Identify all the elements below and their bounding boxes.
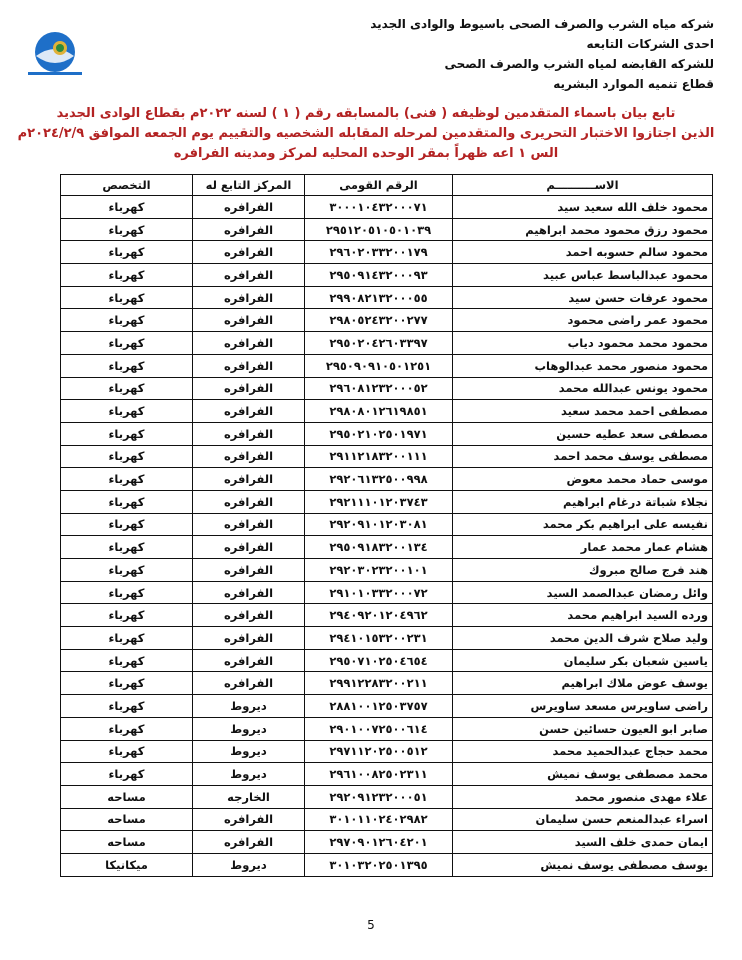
cell-national-id: ٢٨٨١٠٠١٢٥٠٣٧٥٧ — [305, 695, 453, 718]
cell-specialty: كهرباء — [61, 241, 193, 264]
cell-specialty: مساحه — [61, 808, 193, 831]
company-logo-icon — [22, 30, 88, 78]
cell-specialty: كهرباء — [61, 536, 193, 559]
cell-national-id: ٣٠١٠١١٠٢٤٠٢٩٨٢ — [305, 808, 453, 831]
cell-specialty: كهرباء — [61, 763, 193, 786]
table-row — [61, 400, 713, 423]
cell-center: الفرافره — [193, 354, 305, 377]
holding-company: للشركه القابضه لمياه الشرب والصرف الصحى — [444, 57, 714, 71]
cell-center: الفرافره — [193, 559, 305, 582]
cell-center: الفرافره — [193, 241, 305, 264]
cell-center: الفرافره — [193, 831, 305, 854]
cell-name: نفيسه على ابراهيم بكر محمد — [453, 513, 713, 536]
cell-name: راضى ساويرس مسعد ساويرس — [453, 695, 713, 718]
cell-center: الفرافره — [193, 490, 305, 513]
cell-national-id: ٢٩٥٠٩١٤٣٢٠٠٠٩٣ — [305, 264, 453, 287]
cell-national-id: ٢٩٥٠٢٠٤٢٦٠٣٣٩٧ — [305, 332, 453, 355]
cell-center: الفرافره — [193, 627, 305, 650]
cell-national-id: ٢٩١٠١٠٣٣٢٠٠٠٧٢ — [305, 581, 453, 604]
company-header — [274, 14, 714, 94]
table-row — [61, 763, 713, 786]
cell-national-id: ٢٩٢٠٩١٢٣٢٠٠٠٥١ — [305, 785, 453, 808]
cell-name: صابر ابو العيون حسائين حسن — [453, 717, 713, 740]
cell-center: الفرافره — [193, 400, 305, 423]
department-name: قطاع تنميه الموارد البشريه — [553, 77, 714, 91]
cell-name: علاء مهدى منصور محمد — [453, 785, 713, 808]
table-row — [61, 627, 713, 650]
table-row — [61, 559, 713, 582]
table-row — [61, 536, 713, 559]
cell-national-id: ٢٩٦١٠٠٨٢٥٠٢٣١١ — [305, 763, 453, 786]
cell-name: محمود عرفات حسن سيد — [453, 286, 713, 309]
cell-national-id: ٢٩٨٠٨٠١٢٦١٩٨٥١ — [305, 400, 453, 423]
cell-specialty: كهرباء — [61, 513, 193, 536]
cell-name: ورده السيد ابراهيم محمد — [453, 604, 713, 627]
cell-name: يوسف مصطفى يوسف نميش — [453, 853, 713, 876]
cell-national-id: ٢٩٨٠٥٢٤٣٢٠٠٢٧٧ — [305, 309, 453, 332]
cell-national-id: ٢٩٥١٢٠٥١٠٥٠١٠٣٩ — [305, 218, 453, 241]
cell-name: وليد صلاح شرف الدين محمد — [453, 627, 713, 650]
table-row — [61, 695, 713, 718]
cell-national-id: ٢٩٤١٠١٥٣٢٠٠٢٣١ — [305, 627, 453, 650]
header-specialty: التخصص — [61, 175, 193, 196]
cell-name: محمود يونس عبدالله محمد — [453, 377, 713, 400]
candidates-table — [60, 174, 713, 877]
cell-center: الفرافره — [193, 604, 305, 627]
cell-specialty: كهرباء — [61, 649, 193, 672]
table-body — [61, 196, 713, 877]
table-row — [61, 490, 713, 513]
cell-national-id: ٢٩٥٠٧١٠٢٥٠٤٦٥٤ — [305, 649, 453, 672]
cell-specialty: كهرباء — [61, 196, 193, 219]
cell-center: الفرافره — [193, 581, 305, 604]
cell-national-id: ٢٩٧٠٩٠١٢٦٠٤٢٠١ — [305, 831, 453, 854]
cell-specialty: كهرباء — [61, 218, 193, 241]
cell-specialty: ميكانيكا — [61, 853, 193, 876]
title-line-2: الذين اجتازوا الاختبار التحريرى والمتقدمين لمرحله المقابله الشخصيه والتقييم يوم الجمعه الموافق ٢٠٢٤/٢/٩م — [17, 126, 715, 141]
cell-name: ايمان حمدى خلف السيد — [453, 831, 713, 854]
cell-center: الفرافره — [193, 513, 305, 536]
cell-specialty: كهرباء — [61, 377, 193, 400]
table-row — [61, 604, 713, 627]
cell-name: محمد حجاج عبدالحميد محمد — [453, 740, 713, 763]
cell-center: الفرافره — [193, 377, 305, 400]
cell-name: محمود سالم حسوبه احمد — [453, 241, 713, 264]
cell-name: محمود عمر راضى محمود — [453, 309, 713, 332]
document-title — [16, 104, 716, 164]
cell-national-id: ٢٩٦٠٢٠٣٣٢٠٠١٧٩ — [305, 241, 453, 264]
cell-center: الفرافره — [193, 672, 305, 695]
table-row — [61, 581, 713, 604]
cell-specialty: كهرباء — [61, 581, 193, 604]
cell-name: محمود رزق محمود محمد ابراهيم — [453, 218, 713, 241]
cell-specialty: كهرباء — [61, 332, 193, 355]
cell-specialty: كهرباء — [61, 400, 193, 423]
table-row — [61, 241, 713, 264]
table-row — [61, 377, 713, 400]
cell-national-id: ٢٩٢١١١٠١٢٠٣٧٤٣ — [305, 490, 453, 513]
cell-national-id: ٢٩٥٠٩١٨٣٢٠٠١٣٤ — [305, 536, 453, 559]
company-logo — [22, 30, 88, 78]
cell-name: محمود خلف الله سعيد سيد — [453, 196, 713, 219]
cell-center: الفرافره — [193, 536, 305, 559]
cell-national-id: ٢٩٥٠٢١٠٢٥٠١٩٧١ — [305, 422, 453, 445]
cell-center: ديروط — [193, 695, 305, 718]
cell-specialty: كهرباء — [61, 445, 193, 468]
table-row — [61, 445, 713, 468]
table-row — [61, 332, 713, 355]
title-line-3: الس ١ اعه ظهراً بمقر الوحده المحليه لمركز ومدينه الفرافره — [173, 146, 559, 161]
cell-center: الفرافره — [193, 649, 305, 672]
table-row — [61, 468, 713, 491]
cell-name: مصطفى احمد محمد سعيد — [453, 400, 713, 423]
cell-specialty: مساحه — [61, 785, 193, 808]
cell-specialty: مساحه — [61, 831, 193, 854]
cell-center: الفرافره — [193, 196, 305, 219]
table-row — [61, 422, 713, 445]
header-name: الاســــــــــم — [453, 175, 713, 196]
cell-name: ياسين شعبان بكر سليمان — [453, 649, 713, 672]
table-row — [61, 264, 713, 287]
cell-center: الفرافره — [193, 808, 305, 831]
table-row — [61, 649, 713, 672]
cell-national-id: ٢٩٧١١٢٠٢٥٠٠٥١٢ — [305, 740, 453, 763]
cell-national-id: ٢٩٩١٢٢٨٣٢٠٠٢١١ — [305, 672, 453, 695]
cell-center: ديروط — [193, 763, 305, 786]
cell-center: الفرافره — [193, 332, 305, 355]
table-row — [61, 513, 713, 536]
cell-specialty: كهرباء — [61, 717, 193, 740]
cell-name: محمود عبدالباسط عباس عبيد — [453, 264, 713, 287]
table-row — [61, 286, 713, 309]
cell-center: الفرافره — [193, 264, 305, 287]
cell-name: مصطفى يوسف محمد احمد — [453, 445, 713, 468]
cell-name: وائل رمضان عبدالصمد السيد — [453, 581, 713, 604]
table-row — [61, 831, 713, 854]
cell-national-id: ٣٠١٠٣٢٠٢٥٠١٣٩٥ — [305, 853, 453, 876]
cell-national-id: ٢٩٠١٠٠٧٢٥٠٠٦١٤ — [305, 717, 453, 740]
table-header-row — [61, 175, 713, 196]
table-row — [61, 717, 713, 740]
table-row — [61, 672, 713, 695]
cell-center: ديروط — [193, 853, 305, 876]
cell-name: محمود منصور محمد عبدالوهاب — [453, 354, 713, 377]
cell-specialty: كهرباء — [61, 559, 193, 582]
cell-specialty: كهرباء — [61, 490, 193, 513]
cell-specialty: كهرباء — [61, 309, 193, 332]
cell-center: الخارجه — [193, 785, 305, 808]
cell-national-id: ٢٩٦٠٨١٢٣٢٠٠٠٥٢ — [305, 377, 453, 400]
table-row — [61, 354, 713, 377]
cell-national-id: ٢٩٥٠٩٠٩١٠٥٠١٢٥١ — [305, 354, 453, 377]
cell-name: هشام عمار محمد عمار — [453, 536, 713, 559]
cell-name: اسراء عبدالمنعم حسن سليمان — [453, 808, 713, 831]
cell-specialty: كهرباء — [61, 354, 193, 377]
cell-name: موسى حماد محمد معوض — [453, 468, 713, 491]
table-row — [61, 785, 713, 808]
company-affiliation: احدى الشركات التابعه — [586, 37, 714, 51]
cell-center: الفرافره — [193, 422, 305, 445]
cell-national-id: ٢٩٩٠٨٢١٣٢٠٠٠٥٥ — [305, 286, 453, 309]
header-center: المركز التابع له — [193, 175, 305, 196]
cell-specialty: كهرباء — [61, 695, 193, 718]
cell-name: محمد مصطفى يوسف نميش — [453, 763, 713, 786]
cell-specialty: كهرباء — [61, 672, 193, 695]
table-row — [61, 853, 713, 876]
header-national-id: الرقم القومى — [305, 175, 453, 196]
table-row — [61, 808, 713, 831]
cell-national-id: ٢٩٢٠٦١٣٢٥٠٠٩٩٨ — [305, 468, 453, 491]
cell-name: هند فرج صالح مبروك — [453, 559, 713, 582]
cell-name: نجلاء شباتة درغام ابراهيم — [453, 490, 713, 513]
cell-center: الفرافره — [193, 218, 305, 241]
table-row — [61, 740, 713, 763]
cell-name: مصطفى سعد عطيه حسين — [453, 422, 713, 445]
cell-national-id: ٢٩٢٠٣٠٢٣٢٠٠١٠١ — [305, 559, 453, 582]
cell-center: ديروط — [193, 717, 305, 740]
cell-center: ديروط — [193, 740, 305, 763]
table-row — [61, 309, 713, 332]
cell-specialty: كهرباء — [61, 604, 193, 627]
cell-specialty: كهرباء — [61, 627, 193, 650]
cell-center: الفرافره — [193, 309, 305, 332]
cell-center: الفرافره — [193, 445, 305, 468]
cell-national-id: ٢٩٤٠٩٢٠١٢٠٤٩٦٢ — [305, 604, 453, 627]
cell-specialty: كهرباء — [61, 264, 193, 287]
cell-name: محمود محمد محمود دياب — [453, 332, 713, 355]
company-name: شركه مياه الشرب والصرف الصحى باسيوط والوادى الجديد — [370, 17, 714, 31]
page-number: 5 — [367, 918, 375, 932]
cell-center: الفرافره — [193, 286, 305, 309]
cell-national-id: ٢٩٢٠٩١٠١٢٠٣٠٨١ — [305, 513, 453, 536]
table-row — [61, 218, 713, 241]
cell-center: الفرافره — [193, 468, 305, 491]
cell-specialty: كهرباء — [61, 740, 193, 763]
title-line-1: تابع بيان باسماء المتقدمين لوظيفه ( فنى) بالمسابقه رقم ( ١ ) لسنه ٢٠٢٢م بقطاع الوادى الجديد — [56, 106, 676, 121]
cell-specialty: كهرباء — [61, 422, 193, 445]
cell-specialty: كهرباء — [61, 468, 193, 491]
table-row — [61, 196, 713, 219]
cell-national-id: ٢٩١١٢١٨٣٢٠٠١١١ — [305, 445, 453, 468]
cell-specialty: كهرباء — [61, 286, 193, 309]
cell-name: يوسف عوض ملاك ابراهيم — [453, 672, 713, 695]
cell-national-id: ٣٠٠٠١٠٤٣٢٠٠٠٧١ — [305, 196, 453, 219]
